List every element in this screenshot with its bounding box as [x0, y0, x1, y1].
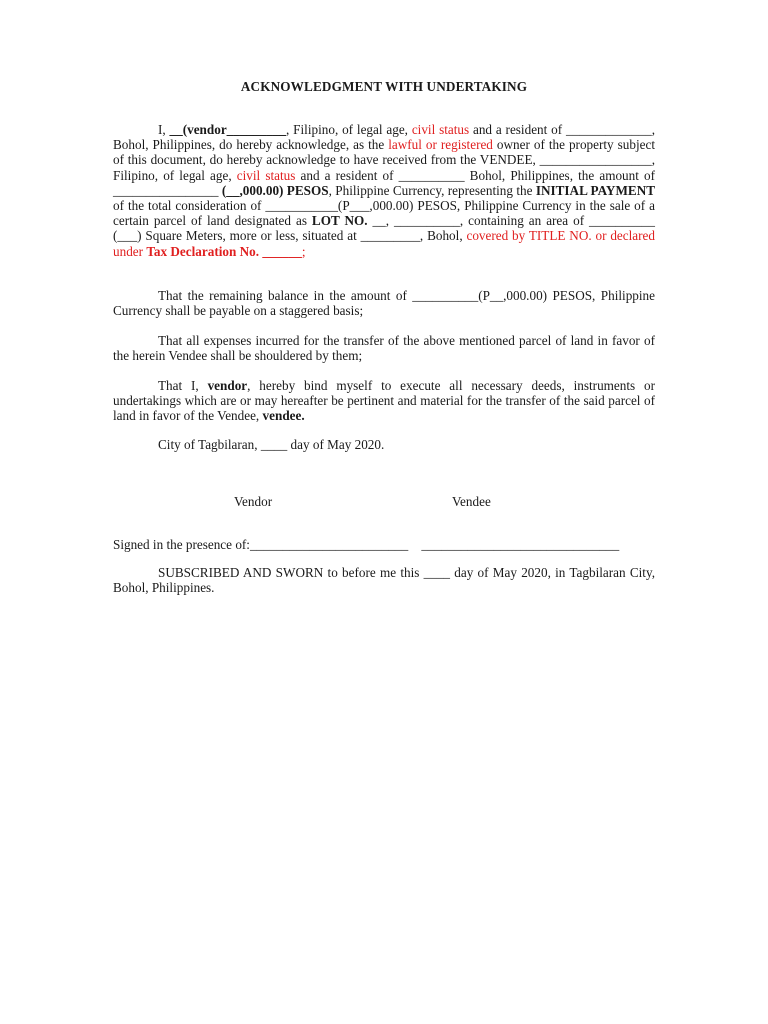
- lot-no-label: LOT NO.: [311, 213, 368, 229]
- place-date-line: City of Tagbilaran, ____ day of May 2020.: [158, 437, 385, 452]
- vendor-name: vendor: [207, 378, 248, 393]
- text-run: ;: [301, 243, 306, 259]
- vendee-name: vendee.: [262, 408, 305, 424]
- tax-declaration-placeholder: Tax Declaration No. ______: [146, 243, 302, 259]
- vendee-signature-label: Vendee: [452, 494, 491, 509]
- civil-status-placeholder: civil status: [236, 167, 296, 183]
- paragraph-expenses: That all expenses incurred for the transfer of the above mentioned parcel of land in favor of the herein Vendee shall be shouldered by them;: [113, 333, 655, 364]
- text-run: and a resident of __________ Bohol, Philippines, the amount of ________________: [113, 167, 656, 198]
- paragraph-balance: That the remaining balance in the amount of __________(P__,000.00) PESOS, Philippine Currency shall be payable on a staggered basis;: [113, 288, 655, 319]
- text-run: That I,: [158, 378, 208, 393]
- jurat-paragraph: SUBSCRIBED AND SWORN to before me this ____ day of May 2020, in Tagbilaran City, Bohol, Philippines.: [113, 565, 655, 596]
- text-run: __, __________, containing an area of __________ (___) Square Meters, more or less, situated at _________, Bohol,: [113, 213, 655, 244]
- owner-type-placeholder: lawful or registered: [388, 137, 493, 153]
- text-run: of the total consideration of ___________(P___,000.00) PESOS, Philippine Currency in the sale of a certain parcel of land designated as: [113, 198, 655, 229]
- paragraph-acknowledgment: [113, 122, 655, 259]
- witness-line: Signed in the presence of:________________________ ______________________________: [113, 537, 620, 552]
- vendor-name-blank: __(vendor_________: [169, 122, 287, 137]
- document-title: ACKNOWLEDGMENT WITH UNDERTAKING: [240, 79, 528, 94]
- paragraph-undertaking: [113, 378, 655, 424]
- amount-pesos: (__,000.00) PESOS: [221, 182, 329, 198]
- text-run: I,: [158, 122, 170, 137]
- initial-payment-label: INITIAL PAYMENT: [535, 182, 656, 198]
- civil-status-placeholder: civil status: [411, 122, 470, 137]
- vendor-signature-label: Vendor: [234, 494, 273, 509]
- text-run: owner of the property subject of this document, do hereby acknowledge to have received from the VENDEE, _________________, Filipino, of legal age,: [113, 137, 655, 183]
- text-run: , hereby bind myself to execute all necessary deeds, instruments or undertakings which are or may hereafter be pertinent and material for the transfer of the said parcel of land in favor of the Vendee,: [113, 378, 656, 424]
- text-run: and a resident of _____________, Bohol, Philippines, do hereby acknowledge, as the: [113, 122, 655, 153]
- text-run: , Philippine Currency, representing the: [328, 182, 536, 198]
- title-coverage-placeholder: covered by TITLE NO. or declared under: [113, 228, 655, 259]
- text-run: , Filipino, of legal age,: [286, 122, 412, 137]
